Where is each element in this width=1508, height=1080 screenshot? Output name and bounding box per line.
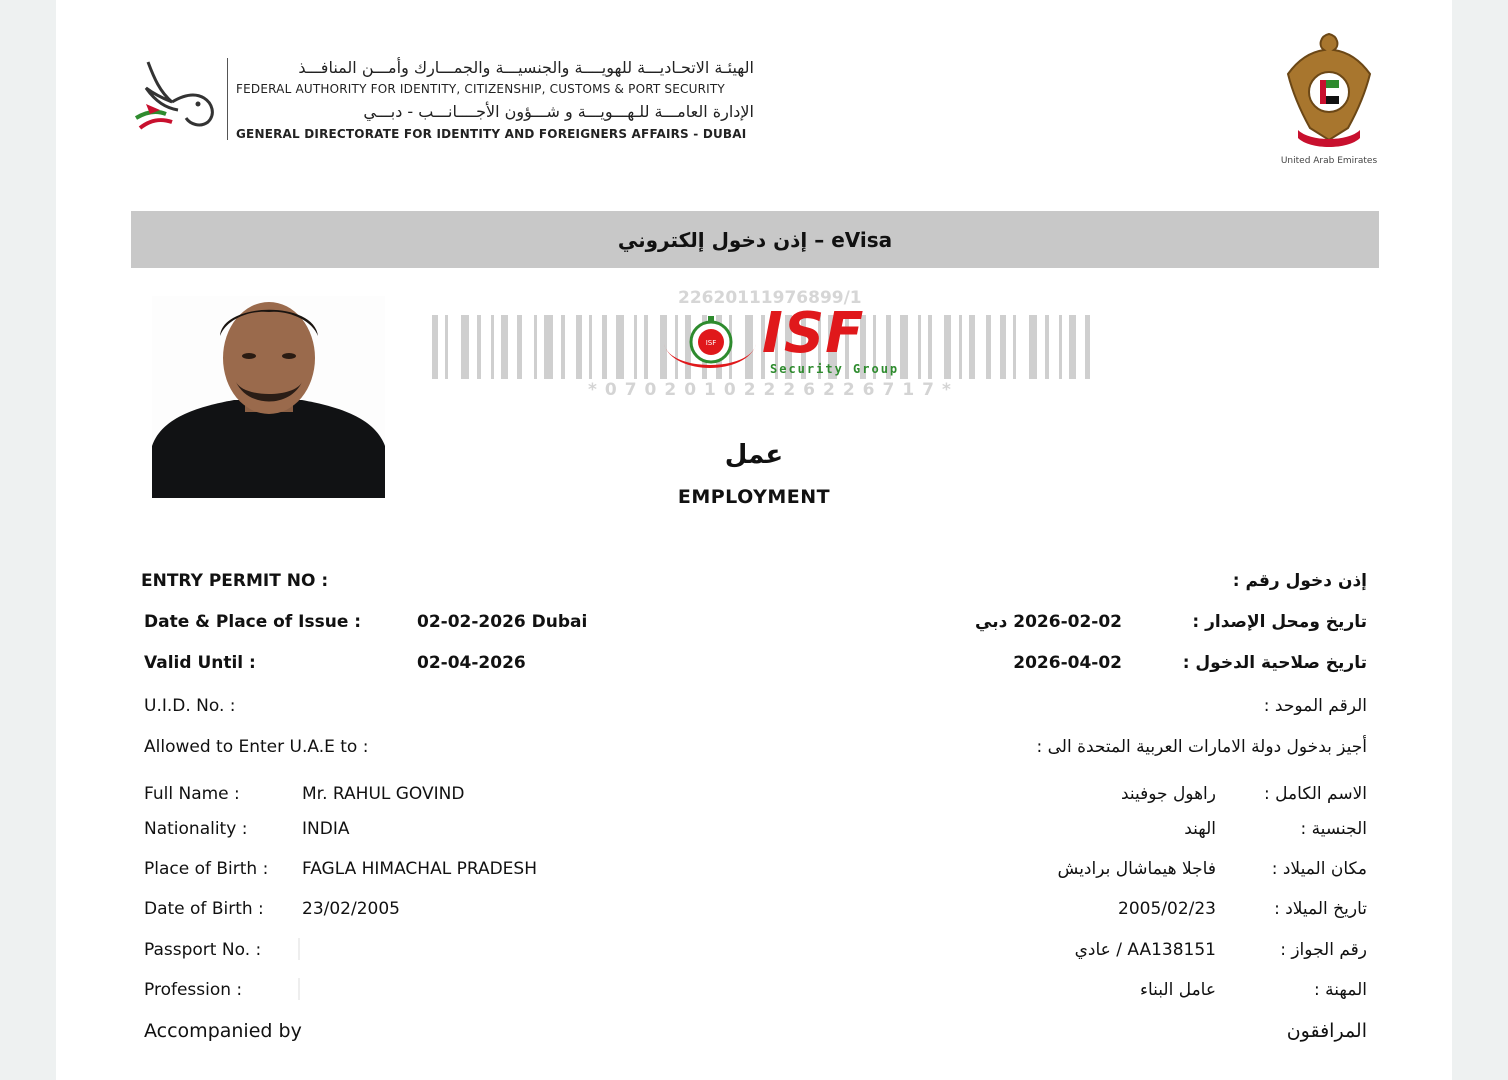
full-name-value: Mr. RAHUL GOVIND	[302, 784, 465, 804]
date-of-birth-value-arabic: 2005/02/23	[1118, 899, 1216, 919]
barcode-bar	[928, 315, 932, 379]
issue-value-arabic: 2026-02-02 دبي	[975, 612, 1122, 632]
barcode-bar	[616, 315, 624, 379]
directorate-name-english: GENERAL DIRECTORATE FOR IDENTITY AND FOREIGNERS AFFAIRS - DUBAI	[236, 127, 747, 141]
barcode-bar	[644, 315, 648, 379]
allowed-label: Allowed to Enter U.A.E to :	[144, 737, 369, 757]
uae-emblem-caption: United Arab Emirates	[1280, 156, 1378, 166]
profession-redaction	[298, 978, 300, 1000]
full-name-value-arabic: راهول جوفيند	[1120, 784, 1216, 804]
uid-label-arabic: الرقم الموحد :	[1263, 696, 1367, 716]
isf-watermark-text: ISF	[762, 301, 865, 366]
barcode-bar	[900, 315, 908, 379]
authority-name-arabic: الهيئـة الاتحـاديـــة للهويــــة والجنسيـــة والجمـــارك وأمـــن المنافـــذ	[298, 58, 754, 77]
date-of-birth-label: Date of Birth :	[144, 899, 264, 919]
place-of-birth-label-arabic: مكان الميلاد :	[1271, 859, 1367, 879]
place-of-birth-value-arabic: فاجلا هيماشال براديش	[1057, 859, 1216, 879]
issue-label: Date & Place of Issue :	[144, 612, 362, 632]
barcode-digits: *07020102226226717*	[588, 380, 959, 400]
nationality-label: Nationality :	[144, 819, 248, 839]
barcode-bar	[544, 315, 553, 379]
directorate-name-arabic: الإدارة العامـــة للـهـــويـــة و شـــؤون الأجــــانـــب - دبـــي	[363, 102, 754, 121]
barcode-bar	[1045, 315, 1049, 379]
barcode-bar	[517, 315, 522, 379]
place-of-birth-value: FAGLA HIMACHAL PRADESH	[302, 859, 537, 879]
barcode-bar	[944, 315, 951, 379]
reference-number: 22620111976899/1	[678, 288, 862, 308]
barcode-bar	[1013, 315, 1016, 379]
isf-watermark-subtext: Security Group	[770, 362, 900, 376]
barcode-bar	[461, 315, 469, 379]
evisa-title-band	[131, 211, 1379, 268]
issue-value: 02-02-2026 Dubai	[417, 612, 588, 632]
valid-until-value-arabic: 2026-04-02	[1013, 653, 1122, 673]
valid-until-label: Valid Until :	[144, 653, 256, 673]
passport-label: Passport No. :	[144, 940, 262, 960]
uae-emblem-icon	[1280, 30, 1378, 158]
barcode-bar	[589, 315, 592, 379]
entry-permit-label: ENTRY PERMIT NO :	[141, 571, 329, 591]
allowed-label-arabic: أجيز بدخول دولة الامارات العربية المتحدة الى :	[1036, 737, 1367, 757]
barcode-bar	[1000, 315, 1006, 379]
barcode-bar	[1029, 315, 1037, 379]
isf-seal-icon	[660, 314, 760, 376]
falcon-logo-icon	[132, 58, 220, 136]
full-name-label-arabic: الاسم الكامل :	[1264, 784, 1367, 804]
isf-seal-text: ISF	[705, 339, 717, 347]
uid-label: U.I.D. No. :	[144, 696, 236, 716]
nationality-value-arabic: الهند	[1184, 819, 1216, 839]
profession-value-arabic: عامل البناء	[1139, 980, 1216, 1000]
profession-label: Profession :	[144, 980, 243, 1000]
evisa-title: إذن دخول إلكتروني – eVisa	[617, 227, 893, 252]
barcode-bar	[534, 315, 537, 379]
issue-label-arabic: تاريخ ومحل الإصدار :	[1192, 612, 1367, 632]
barcode-bar	[959, 315, 962, 379]
barcode-bar	[445, 315, 448, 379]
barcode-bar	[1085, 315, 1090, 379]
barcode-bar	[576, 315, 582, 379]
barcode-bar	[602, 315, 607, 379]
passport-redaction	[298, 938, 300, 960]
valid-until-value: 02-04-2026	[417, 653, 526, 673]
date-of-birth-value: 23/02/2005	[302, 899, 400, 919]
barcode-bar	[432, 315, 438, 379]
barcode-bar	[477, 315, 481, 379]
full-name-label: Full Name :	[144, 784, 240, 804]
barcode-bar	[969, 315, 975, 379]
evisa-document	[56, 0, 1452, 1080]
valid-until-label-arabic: تاريخ صلاحية الدخول :	[1182, 653, 1367, 673]
visa-category-arabic: عمل	[724, 440, 784, 470]
visa-category-english: EMPLOYMENT	[677, 486, 831, 508]
date-of-birth-label-arabic: تاريخ الميلاد :	[1274, 899, 1367, 919]
barcode-bar	[634, 315, 637, 379]
accompanied-label: Accompanied by	[144, 1020, 302, 1042]
barcode-bar	[986, 315, 991, 379]
passport-label-arabic: رقم الجواز :	[1280, 940, 1367, 960]
place-of-birth-label: Place of Birth :	[144, 859, 269, 879]
barcode-bar	[561, 315, 565, 379]
nationality-value: INDIA	[302, 819, 350, 839]
entry-permit-label-arabic: إذن دخول رقم :	[1232, 571, 1367, 591]
barcode-bar	[1069, 315, 1076, 379]
barcode-bar	[918, 315, 921, 379]
header-divider	[227, 58, 228, 140]
profession-label-arabic: المهنة :	[1314, 980, 1367, 1000]
barcode-bar	[1059, 315, 1062, 379]
barcode-bar	[501, 315, 508, 379]
nationality-label-arabic: الجنسية :	[1300, 819, 1367, 839]
passport-value-arabic: AA138151 / عادي	[1074, 940, 1216, 960]
accompanied-label-arabic: المرافقون	[1286, 1020, 1367, 1042]
barcode-bar	[491, 315, 494, 379]
authority-name-english: FEDERAL AUTHORITY FOR IDENTITY, CITIZENSHIP, CUSTOMS & PORT SECURITY	[236, 82, 725, 96]
